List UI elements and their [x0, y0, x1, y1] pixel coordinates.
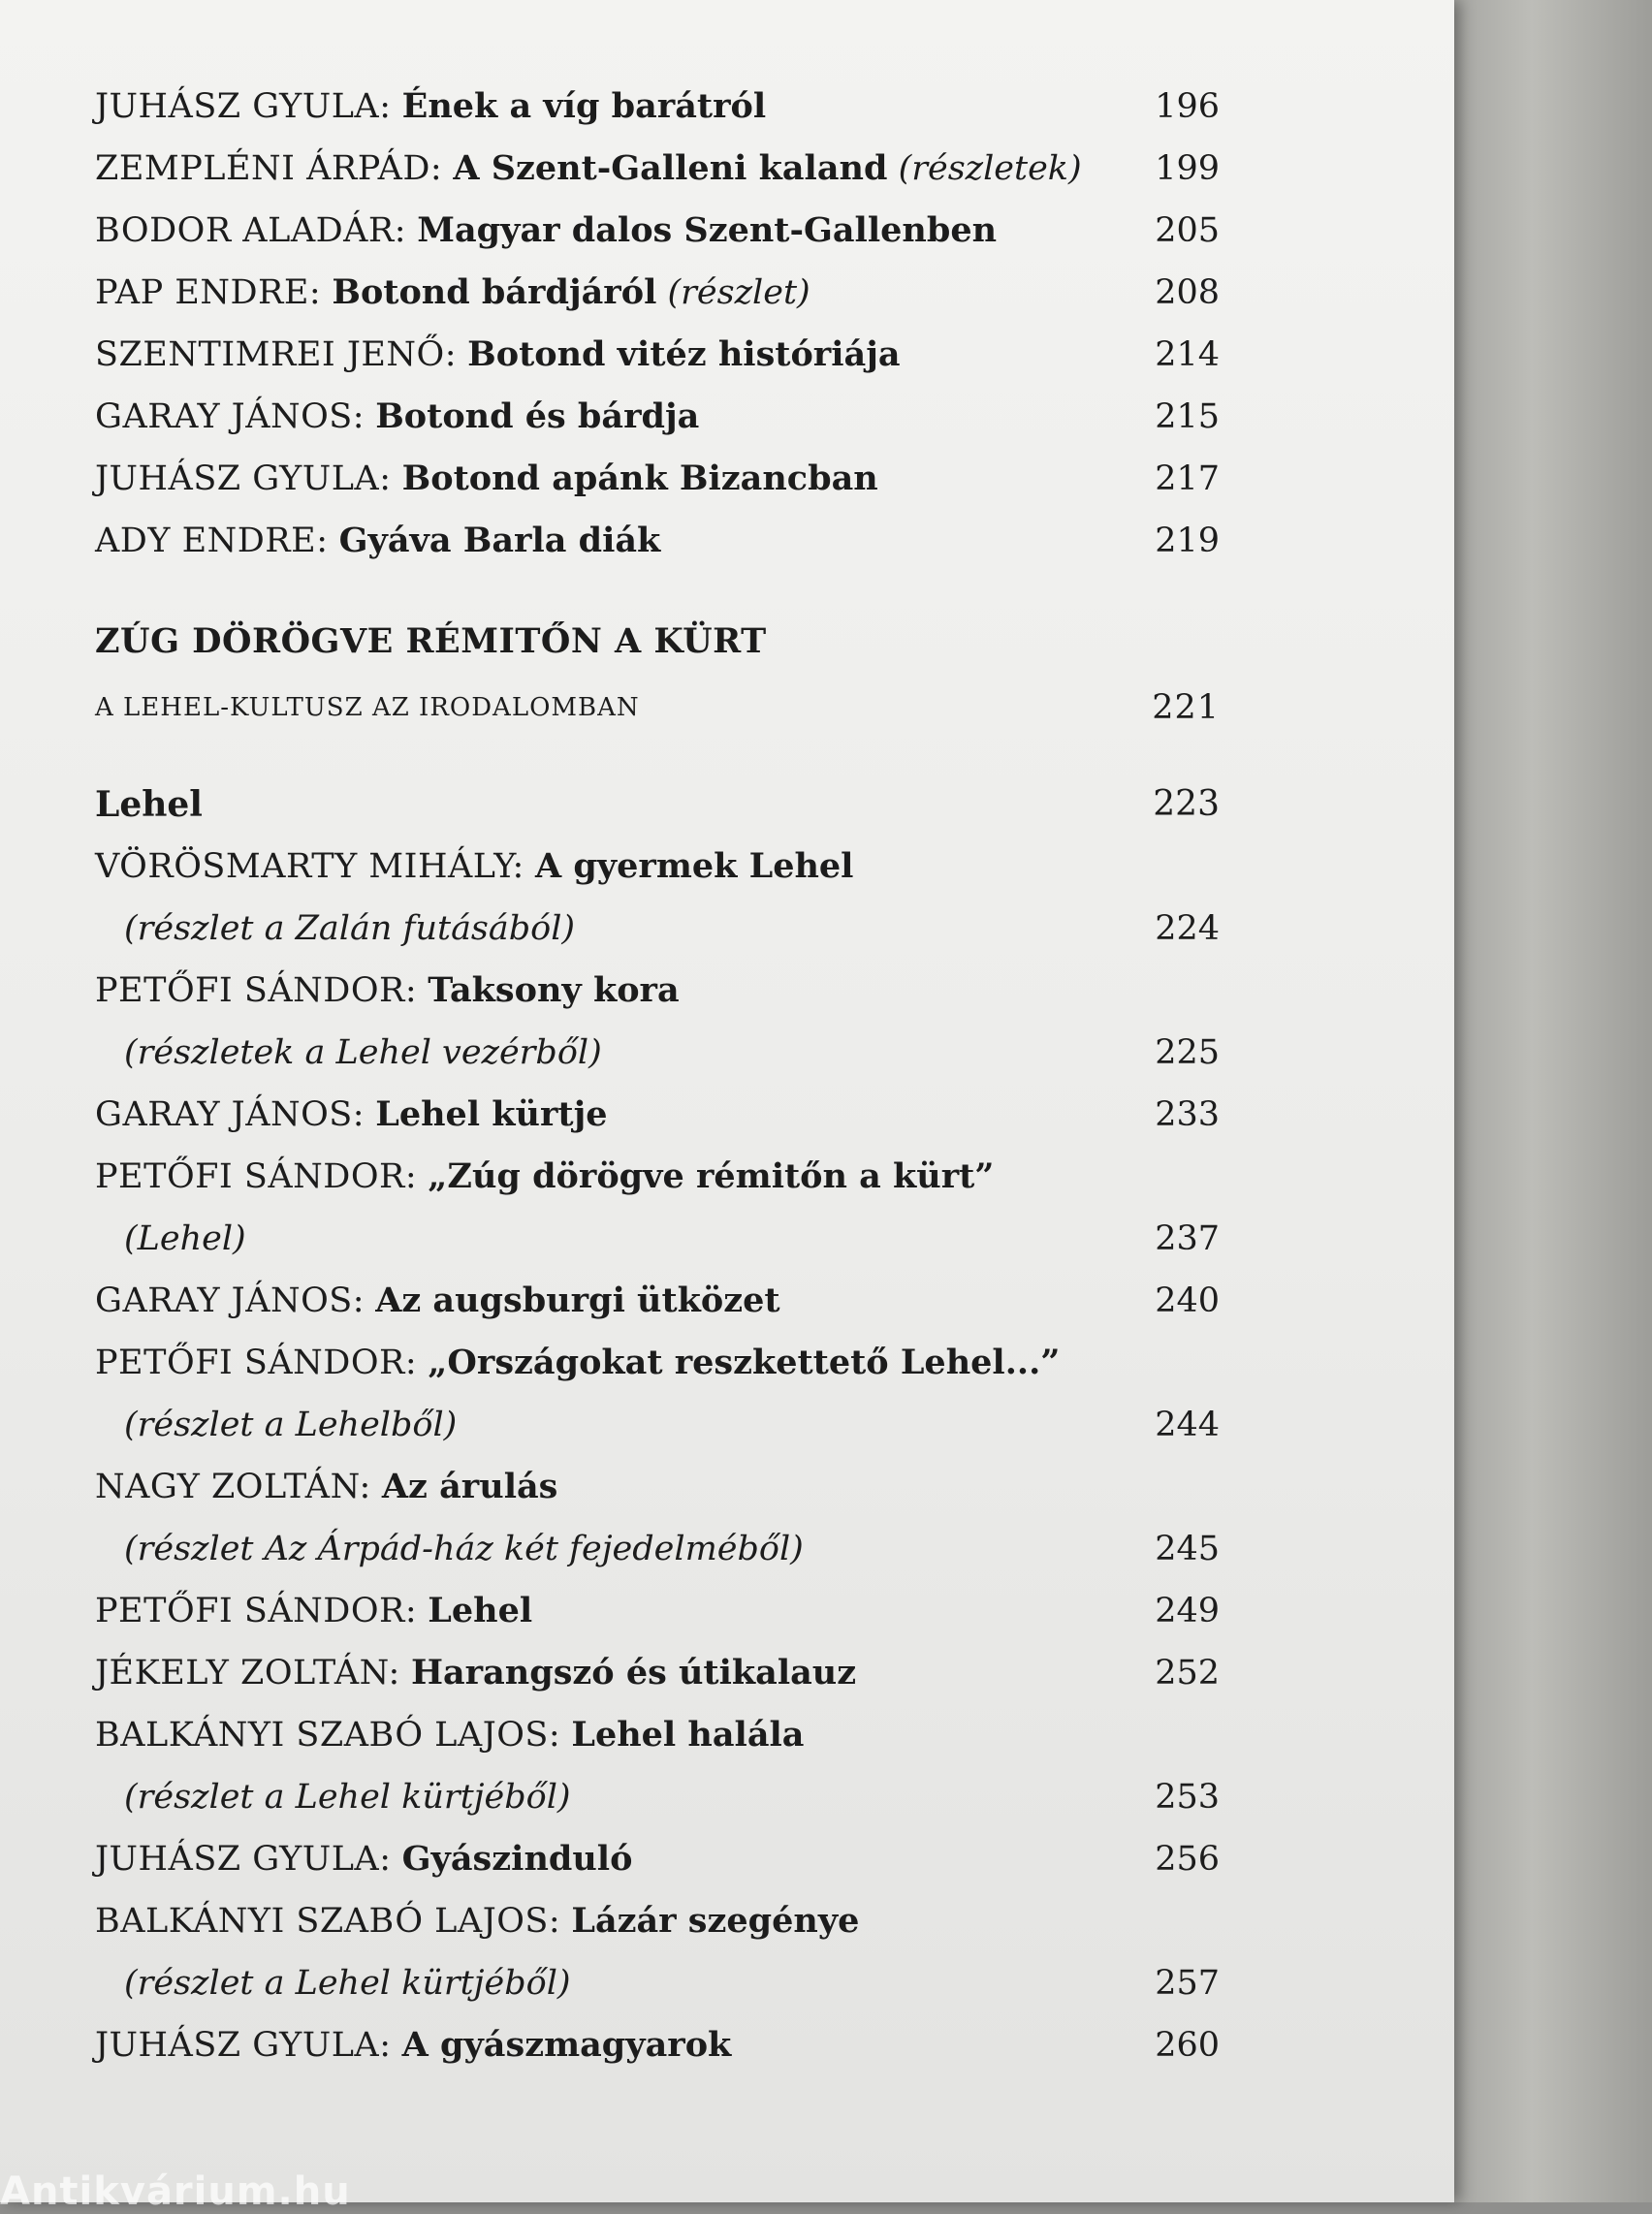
page-number: 224 [1155, 909, 1220, 948]
entry-author: BODOR ALADÁR: [95, 211, 407, 250]
page-number: 196 [1155, 87, 1220, 126]
entry-note: (részletek) [898, 149, 1082, 188]
section-subheading [95, 677, 1220, 739]
page-number: 245 [1155, 1530, 1220, 1568]
page-number: 214 [1155, 335, 1220, 374]
entry-author: PAP ENDRE: [95, 273, 322, 312]
entry-title: Ének a víg barátról [401, 86, 767, 126]
toc-entry [95, 1084, 1220, 1146]
page-number: 219 [1155, 522, 1220, 560]
entry-note: (részlet) [667, 273, 810, 312]
toc-entry [95, 1580, 1220, 1642]
entry-title: Botond apánk Bizancban [401, 459, 878, 498]
page-number: 253 [1155, 1778, 1220, 1817]
toc-entry [95, 1890, 1220, 1952]
entries-top [95, 76, 1220, 572]
entry-title: Botond vitéz históriája [467, 334, 901, 374]
page-number: 233 [1155, 1095, 1220, 1134]
entry-title: Lehel [428, 1591, 533, 1630]
entry-title: Lehel kürtje [375, 1094, 608, 1134]
entry-author: GARAY JÁNOS: [95, 1281, 365, 1320]
section-heading: ZÚG DÖRÖGVE RÉMITŐN A KÜRT [95, 621, 767, 661]
entries-bottom [95, 836, 1220, 2076]
entry-title: Gyászinduló [401, 1839, 633, 1879]
entry-title: Lázár szegénye [571, 1901, 860, 1941]
entry-title: A gyászmagyarok [401, 2025, 732, 2065]
spacer [95, 739, 1220, 774]
entry-author: GARAY JÁNOS: [95, 397, 365, 436]
toc-subline [95, 1952, 1220, 2014]
entry-title: Magyar dalos Szent-Gallenben [417, 210, 998, 250]
toc-entry [95, 2014, 1220, 2076]
page-number: 237 [1155, 1219, 1220, 1258]
entry-author: PETŐFI SÁNDOR: [95, 1157, 418, 1196]
entry-author: NAGY ZOLTÁN: [95, 1468, 371, 1506]
toc-subline [95, 1766, 1220, 1828]
entry-note: (részlet a Lehel kürtjéből) [124, 1778, 571, 1817]
toc-entry [95, 1456, 1220, 1518]
toc-entry [95, 510, 1220, 572]
page-number: 208 [1155, 273, 1220, 312]
toc-entry [95, 1704, 1220, 1766]
entry-note: (részletek a Lehel vezérből) [124, 1033, 602, 1072]
page-number: 205 [1155, 211, 1220, 250]
entry-title: „Zúg dörögve rémitőn a kürt” [428, 1156, 995, 1196]
toc-entry [95, 836, 1220, 898]
page-number: 221 [1152, 688, 1220, 727]
toc-entry [95, 76, 1220, 138]
toc-entry [95, 1146, 1220, 1208]
entry-author: PETŐFI SÁNDOR: [95, 1592, 418, 1630]
entry-note: (részlet Az Árpád-ház két fejedelméből) [124, 1530, 804, 1568]
toc-subline [95, 1518, 1220, 1580]
entry-author: VÖRÖSMARTY MIHÁLY: [95, 847, 524, 886]
group-heading [95, 774, 1220, 836]
entry-note: (részlet a Lehel kürtjéből) [124, 1964, 571, 2003]
entry-author: PETŐFI SÁNDOR: [95, 1344, 418, 1382]
page-number: 252 [1155, 1654, 1220, 1692]
watermark: Antikvárium.hu [0, 2169, 351, 2214]
entry-note: (Lehel) [124, 1219, 246, 1258]
entry-title: Gyáva Barla diák [338, 521, 661, 560]
entry-author: JÉKELY ZOLTÁN: [95, 1654, 400, 1692]
page-number: 257 [1155, 1964, 1220, 2003]
toc-entry [95, 324, 1220, 386]
entry-author: JUHÁSZ GYULA: [95, 459, 392, 498]
toc-entry [95, 200, 1220, 262]
page-number: 249 [1155, 1592, 1220, 1630]
entry-author: PETŐFI SÁNDOR: [95, 971, 418, 1010]
entry-author: GARAY JÁNOS: [95, 1095, 365, 1134]
page-number: 225 [1155, 1033, 1220, 1072]
group-heading-text: Lehel [95, 784, 203, 825]
toc-subline [95, 1394, 1220, 1456]
toc-entry [95, 1332, 1220, 1394]
toc-entry [95, 448, 1220, 510]
toc-entry [95, 1270, 1220, 1332]
entry-note: (részlet a Lehelből) [124, 1406, 458, 1444]
entry-title: A Szent-Galleni kaland [453, 148, 888, 188]
page-number: 256 [1155, 1840, 1220, 1879]
page-number: 199 [1155, 149, 1220, 188]
toc-subline [95, 898, 1220, 960]
page-number: 217 [1155, 459, 1220, 498]
entry-author: ADY ENDRE: [95, 522, 329, 560]
entry-title: Az augsburgi ütközet [375, 1281, 780, 1320]
page-number: 244 [1155, 1406, 1220, 1444]
toc-subline [95, 1022, 1220, 1084]
entry-title: A gyermek Lehel [534, 846, 854, 886]
toc-entry [95, 386, 1220, 448]
entry-note: (részlet a Zalán futásából) [124, 909, 576, 948]
entry-author: ZEMPLÉNI ÁRPÁD: [95, 149, 443, 188]
entry-title: Harangszó és útikalauz [410, 1653, 857, 1692]
page-number: 223 [1153, 784, 1220, 824]
entry-author: BALKÁNYI SZABÓ LAJOS: [95, 1716, 561, 1755]
entry-title: Botond bárdjáról [332, 272, 657, 312]
entry-title: „Országokat reszkettető Lehel...” [428, 1343, 1061, 1382]
toc-entry [95, 262, 1220, 324]
section-subheading-text: A LEHEL-KULTUSZ AZ IRODALOMBAN [95, 693, 640, 722]
toc-subline [95, 1208, 1220, 1270]
entry-title: Az árulás [381, 1467, 558, 1506]
toc-entry [95, 1828, 1220, 1890]
toc-entry [95, 138, 1220, 200]
entry-title: Taksony kora [428, 970, 680, 1010]
spacer [95, 572, 1220, 607]
toc-entry [95, 1642, 1220, 1704]
entry-author: JUHÁSZ GYULA: [95, 87, 392, 126]
entry-author: SZENTIMREI JENŐ: [95, 335, 458, 374]
entry-title: Lehel halála [571, 1715, 805, 1755]
page-number: 215 [1155, 397, 1220, 436]
entry-title: Botond és bárdja [375, 396, 700, 436]
page-number: 260 [1155, 2026, 1220, 2065]
entry-author: JUHÁSZ GYULA: [95, 2026, 392, 2065]
page-number: 240 [1155, 1281, 1220, 1320]
table-of-contents [95, 76, 1220, 2076]
entry-author: BALKÁNYI SZABÓ LAJOS: [95, 1902, 561, 1941]
entry-author: JUHÁSZ GYULA: [95, 1840, 392, 1879]
toc-entry [95, 960, 1220, 1022]
